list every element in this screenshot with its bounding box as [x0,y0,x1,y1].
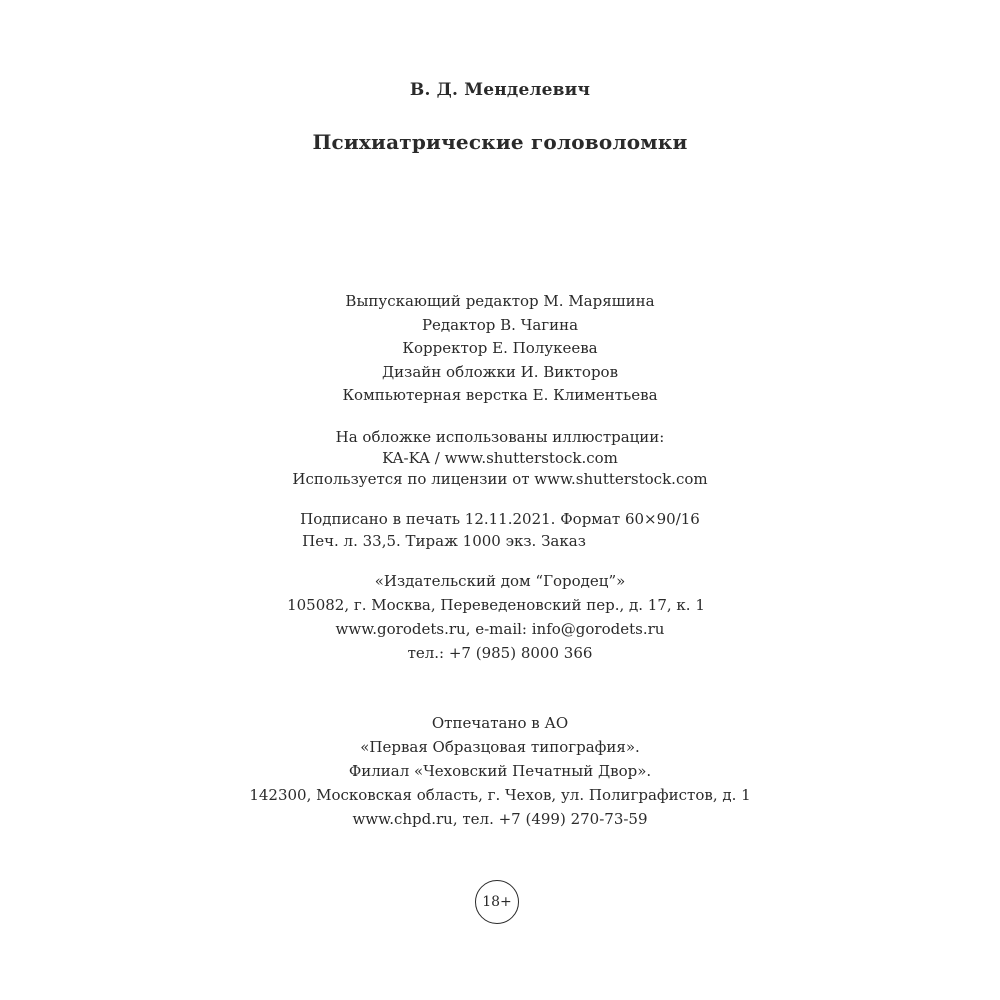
credit-layout: Компьютерная верстка Е. Климентьева [342,386,658,404]
print-signed-format: Подписано в печать 12.11.2021. Формат 60×90/16 [300,510,700,528]
illustrations-block [0,427,1000,490]
printing-info-block [0,508,1000,552]
credit-proofreader: Корректор Е. Полукеева [402,339,598,357]
illustrations-line: Используется по лицензии от www.shutterstock.com [292,470,708,488]
publisher-address: 105082, г. Москва, Переведеновский пер., д. 17, к. 1 [287,596,705,614]
credit-managing-editor: Выпускающий редактор М. Маряшина [345,292,655,310]
illustrations-line: На обложке использованы иллюстрации: [335,428,665,446]
printer-company: «Первая Образцовая типография». [360,738,640,756]
print-sheets-run: Печ. л. 33,5. Тираж 1000 экз. Заказ [302,532,586,550]
author-name: В. Д. Менделевич [409,80,591,100]
printer-web-phone: www.chpd.ru, тел. +7 (499) 270-73-59 [352,810,648,828]
book-title: Психиатрические головоломки [312,130,688,154]
publisher-name: «Издательский дом “Городец”» [374,572,626,590]
age-rating-badge [475,880,519,924]
publisher-web-email: www.gorodets.ru, e-mail: info@gorodets.ru [335,620,665,638]
printer-branch: Филиал «Чеховский Печатный Двор». [348,762,652,780]
illustrations-line: KA-KA / www.shutterstock.com [382,449,618,467]
printer-block [0,711,1000,831]
credit-cover-design: Дизайн обложки И. Викторов [381,362,619,381]
credit-editor: Редактор В. Чагина [421,315,579,334]
publisher-block [0,569,1000,665]
publisher-phone: тел.: +7 (985) 8000 366 [407,644,593,662]
printer-address: 142300, Московская область, г. Чехов, ул. Полиграфистов, д. 1 [249,786,751,804]
credits-block [0,290,1000,408]
age-rating-label: 18+ [482,894,512,910]
printer-line: Отпечатано в АО [431,714,569,732]
